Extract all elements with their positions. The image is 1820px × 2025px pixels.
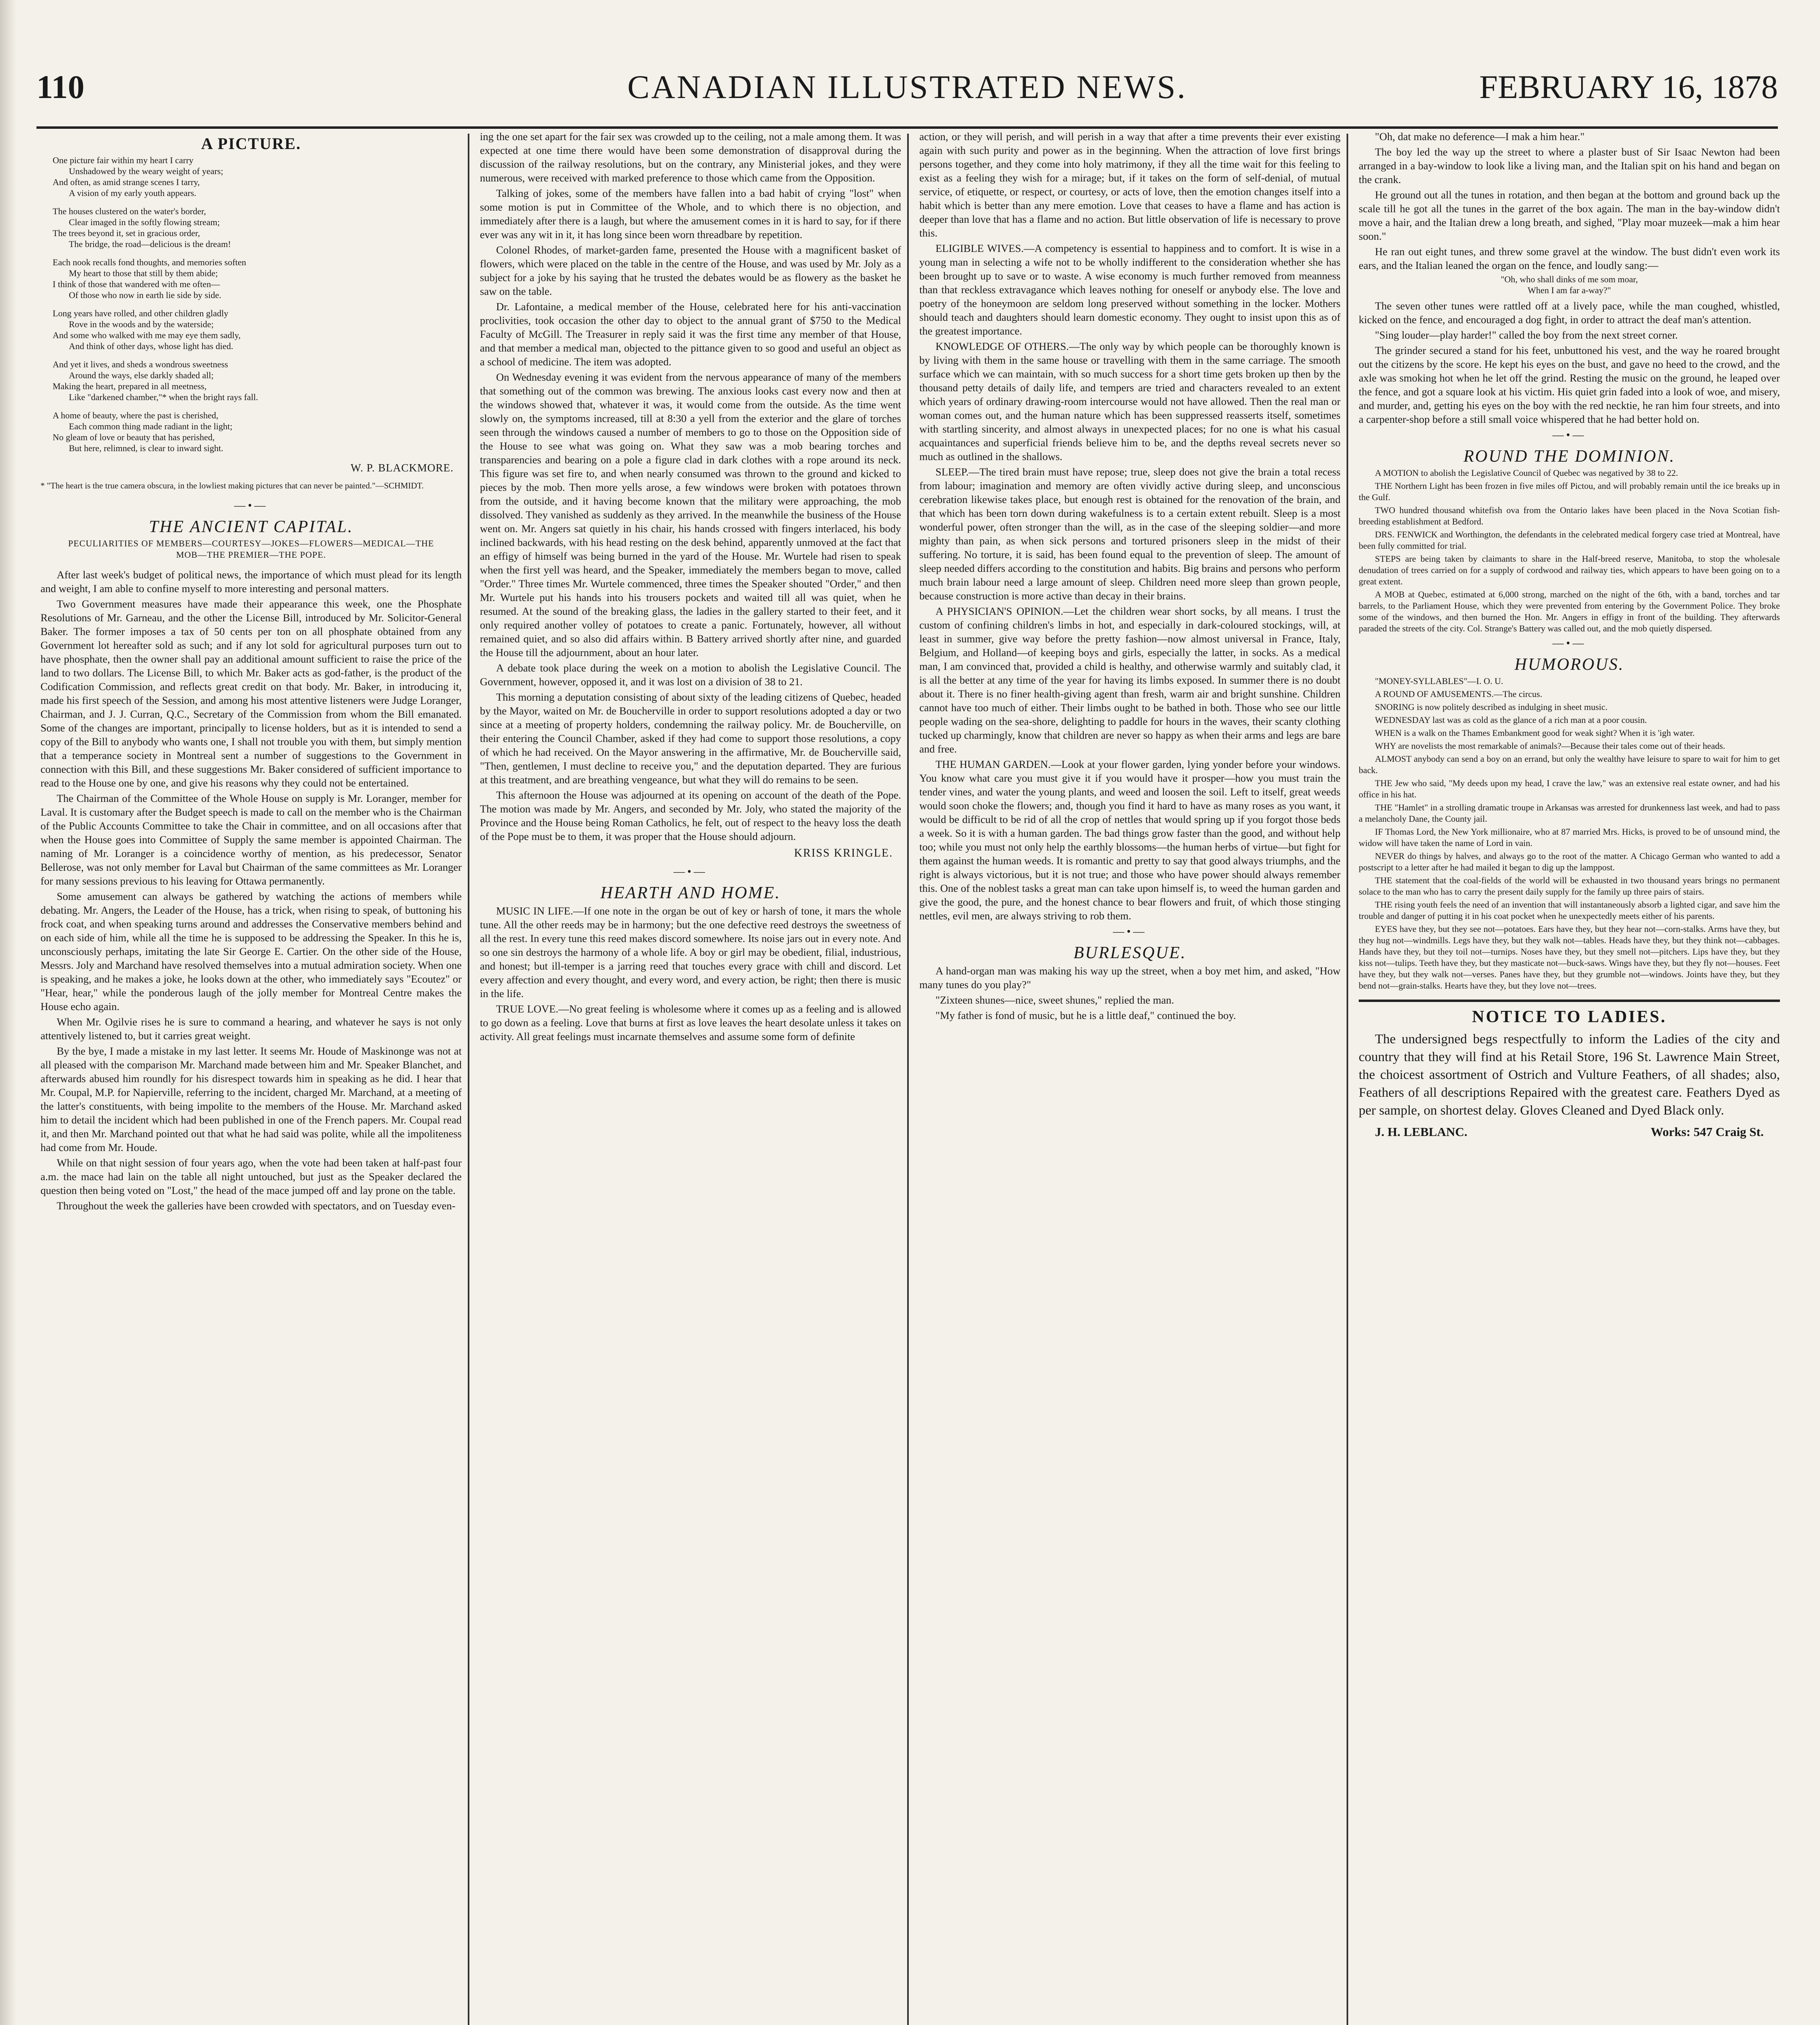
poem-footnote: * "The heart is the true camera obscura, in the lowliest making pictures that can never be painted."—SCHMIDT. xyxy=(40,481,424,490)
article-paragraph: When Mr. Ogilvie rises he is sure to command a hearing, and whatever he says is not only attentively listened to, but it carries great weight. xyxy=(40,1016,462,1042)
notice-top-rule xyxy=(1359,1000,1780,1002)
burlesque-paragraph: "Sing louder—play harder!" called the boy from the next street corner. xyxy=(1375,329,1678,341)
humor-item: NEVER do things by halves, and always go to the root of the matter. A Chicago German who wanted to add a postscript to a letter after he had mailed it began to dig up the lamppost. xyxy=(1359,851,1780,872)
section-ornament: —•— xyxy=(1552,429,1586,441)
column-1 xyxy=(40,130,462,2025)
article-paragraph: Talking of jokes, some of the members have fallen into a bad habit of crying "lost" when some motion is put in Committee of the Whole, and to which there is no objection, and immediately after there is a laugh, but where the amusement comes in it is hard to say, for if there ever was any wit in it, it has long since been worn threadbare by repetition. xyxy=(480,187,901,241)
burlesque-paragraph: "My father is fond of music, but he is a little deaf," continued the boy. xyxy=(936,1009,1236,1021)
notice-body: The undersigned begs respectfully to inform the Ladies of the city and country that they will find at his Retail Store, 196 St. Lawrence Main Street, the choicest assortment of Ostrich and Vulture Feathers, of all shades; also, Feathers of all descriptions Repaired with the greatest care. Feathers Dyed as per sample, on shortest delay. Gloves Cleaned and Dyed Black only. xyxy=(1359,1032,1780,1118)
hearth-paragraph: A PHYSICIAN'S OPINION.—Let the children wear short socks, by all means. I trust the custom of confining children's limbs in hot, and especially in dark-coloured stockings, will, at least in summer, give way before the pretty fashion—now almost universal in France, Italy, Belgium, and Holland—of keeping boys and girls, especially the latter, in socks. As a medical man, I am convinced that, provided a child is healthy, and otherwise warmly and suitably clad, it is all the better at any time of the year for having its limbs exposed. In summer there is no doubt about it. There is no finer health-giving agent than fresh, warm air and bright sunshine. Children cannot have too much of either. Their limbs ought to be bathed in both. Those who see our little people wading on the sea-shore, delighting to paddle for hours in the waves, their scanty clothing tucked up charmingly, know that children are never so happy as when their arms and legs are bare and free. xyxy=(919,605,1340,755)
humor-item: WHEN is a walk on the Thames Embankment good for weak sight? When it is 'igh water. xyxy=(1375,728,1695,738)
dominion-item: A MOTION to abolish the Legislative Council of Quebec was negatived by 38 to 22. xyxy=(1375,468,1678,478)
section-ornament: —•— xyxy=(1552,637,1586,650)
verse-line: "Oh, who shall dinks of me som moar, xyxy=(1500,274,1638,284)
poem-line: Like "darkened chamber,"* when the bright rays fall. xyxy=(69,392,258,402)
poem-line: Each nook recalls fond thoughts, and memories soften xyxy=(53,257,246,267)
poem-stanza xyxy=(53,206,462,249)
poem-line: Of those who now in earth lie side by side. xyxy=(69,290,222,300)
hearth-paragraph: TRUE LOVE.—No great feeling is wholesome where it comes up as a feeling and is allowed to go down as a feeling. Love that burns at first as love leaves the heart desolate unless it takes on activity. All great feelings must incarnate themselves and assume some form of definite xyxy=(480,1003,901,1042)
poem-line: And some who walked with me may eye them sadly, xyxy=(53,330,241,340)
column-divider xyxy=(907,134,909,2025)
poem-line: Making the heart, prepared in all meetness, xyxy=(53,381,207,391)
article-paragraph: Some amusement can always be gathered by watching the actions of members while debating. Mr. Angers, the Leader of the House, has a trick, when rising to speak, of buttoning his frock coat, and when speaking turns around and addresses the Conservative members behind and on each side of him, while all the time he is supposed to be addressing the Speaker. In this he is, unconsciously perhaps, imitating the late Sir George E. Cartier. On the other side of the House, Messrs. Joly and Marchand have resolved themselves into a mutual admiration society. When one is speaking, and he makes a joke, he looks down at the other, who immediately says "Ecoutez" or "Hear, hear," while the ponderous laugh of the jolly member for Montreal Centre makes the House echo again. xyxy=(40,890,462,1013)
article-paragraph: ing the one set apart for the fair sex was crowded up to the ceiling, not a male among them. It was expected at one time there would have been some demonstration of disapproval during the discussion of the railway resolutions, but on the contrary, any Ministerial jokes, and they were numerous, were received with marked preference to those which came from the Opposition. xyxy=(480,130,901,184)
poem-line: I think of those that wandered with me often— xyxy=(53,279,220,289)
burlesque-title: BURLESQUE. xyxy=(1073,944,1187,962)
burlesque-paragraph: The grinder secured a stand for his feet, unbuttoned his vest, and the way he roared brought out the citizens by the score. He kept his eyes on the bust, and gave no heed to the crowd, and the axle was smoking hot when he let off the grind. Resting the music on the ground, he leaped over the fence, and got a square look at his victim. His quiet grin faded into a look of woe, and misery, and murder, and, getting his eyes on the boy with the red necktie, he ran him four streets, and into a carpenter-shop before a still small voice whispered that he had better hold on. xyxy=(1359,344,1780,425)
article-paragraph: Dr. Lafontaine, a medical member of the House, celebrated here for his anti-vaccination proclivities, took occasion the other day to object to the annual grant of $750 to the Medical Faculty of McGill. The Treasurer in reply said it was the first time any member of that House, and that member a medical man, objected to the pittance given to so good and useful an object as a school of medicine. The item was adopted. xyxy=(480,301,901,368)
poem-line: A home of beauty, where the past is cherished, xyxy=(53,410,219,420)
article-paragraph: The Chairman of the Committee of the Whole House on supply is Mr. Loranger, member for Laval. It is customary after the Budget speech is made to call on the member who is the Chairman of the Public Accounts Committee to take the Chair in committee, and on all occasions after that when the House goes into Committee of Supply the same member is appointed Chairman. The naming of Mr. Loranger is a coincidence worthy of mention, as his predecessor, Senator Bellerose, was not only member for Laval but Chairman of the same committees as Mr. Loranger for many sessions previous to his leaving for Ottawa permanently. xyxy=(40,792,462,887)
column-4 xyxy=(1359,130,1780,2025)
article-paragraph: This morning a deputation consisting of about sixty of the leading citizens of Quebec, headed by the Mayor, waited on Mr. de Boucherville in order to support resolutions adopted a day or two since at a meeting of property holders, condemning the railway policy. Mr. de Boucherville, on their entering the Council Chamber, asked if they had come to support those resolutions, a copy of which he had received. On the Mayor answering in the affirmative, Mr. de Boucherville said, "Then, gentlemen, I must decline to receive you," and the deputation departed. They are furious at this treatment, and are breathing vengeance, but what they will do remains to be seen. xyxy=(480,691,901,786)
poem-stanza xyxy=(53,410,462,454)
burlesque-paragraph: "Oh, dat make no deference—I mak a him hear." xyxy=(1375,130,1585,143)
article-subtitle: PECULIARITIES OF MEMBERS—COURTESY—JOKES—FLOWERS—MEDICAL—THE MOB—THE PREMIER—THE POPE. xyxy=(68,538,434,560)
humor-item: THE Jew who said, "My deeds upon my head, I crave the law," was an extensive real estate owner, and had his office in his hat. xyxy=(1359,778,1780,799)
dominion-item: THE Northern Light has been frozen in five miles off Pictou, and will probably remain until the ice breaks up in the Gulf. xyxy=(1359,481,1780,502)
dominion-item: DRS. FENWICK and Worthington, the defendants in the celebrated medical forgery case tried at Montreal, have been fully committed for trial. xyxy=(1359,529,1780,551)
poem-line: Each common thing made radiant in the light; xyxy=(69,421,232,431)
burlesque-paragraph: The seven other tunes were rattled off at a lively pace, while the man coughed, whistled, kicked on the fence, and encouraged a dog fight, in order to attract the deaf man's attention. xyxy=(1359,300,1780,326)
humor-item: WHY are novelists the most remarkable of animals?—Because their tales come out of their heads. xyxy=(1375,741,1725,751)
section-ornament: —•— xyxy=(1113,925,1147,938)
poem-stanza xyxy=(53,155,462,198)
article-paragraph: This afternoon the House was adjourned at its opening on account of the death of the Pope. The motion was made by Mr. Angers, and seconded by Mr. Joly, who stated the majority of the Province and the House being Roman Catholics, he felt, out of respect to the heavy loss the death of the Pope must be to them, it was proper that the House should adjourn. xyxy=(480,789,901,842)
issue-date: FEBRUARY 16, 1878 xyxy=(1479,68,1778,105)
burlesque-verse xyxy=(1359,274,1780,296)
dominion-item: TWO hundred thousand whitefish ova from the Ontario lakes have been placed in the Nova Scotian fish-breeding establishment at Bedford. xyxy=(1359,505,1780,526)
hearth-paragraph: KNOWLEDGE OF OTHERS.—The only way by which people can be thoroughly known is by living with them in the same house or travelling with them in the same carriage. The smooth surface which we can maintain, with so much success for a short time gets broken up then by the thousand petty details of daily life, and tempers are tried and characters revealed to an extent which years of ordinary drawing-room intercourse would not have allowed. Then the real man or woman comes out, and the human nature which has been suppressed reasserts itself, sometimes with startling sincerity, and almost always in unexpected places; for no one is what his casual acquaintances and superficial friends believe him to be, and the depths reveal secrets never so much as outlined in the shallows. xyxy=(919,340,1340,463)
notice-signature xyxy=(1359,1125,1780,1139)
article-title: THE ANCIENT CAPITAL. xyxy=(149,518,354,536)
article-paragraph: On Wednesday evening it was evident from the nervous appearance of many of the members that something out of the common was brewing. The anxious looks cast every now and then at the windows showed that, whatever it was, it would come from the outside. As the time went slowly on, the symptoms increased, till at 8:30 a yell from the exterior and the glare of torches seen through the windows caused a number of members to go to those on the Opposition side of the House to see what was going on. What they saw was a mob bearing torches and transparencies and bearing on a pole a figure clad in dark clothes with a rope around its neck. This figure was set fire to, and when nearly consumed was thrown to the ground and kicked to pieces by the mob. Then more yells arose, a few windows were broken with potatoes thrown from the outside, and it having become known that the military were approaching, the mob dissolved. They vanished as suddenly as they arrived. In the meanwhile the business of the House went on. Mr. Angers sat quietly in his chair, his hands crossed with fingers interlaced, his body inclined backwards, with his head resting on the desk behind, apparently unmoved at the fact that an effigy of himself was being burned in the yard of the House. Mr. Wurtele had risen to speak when the first yell was heard, and the Speaker, immediately the members began to move, called "Order." Three times Mr. Wurtele commenced, three times the Speaker shouted "Order," and then Mr. Wurtele put his hands into his trousers pockets and waited till all was quiet, when he resumed. At the sound of the breaking glass, the ladies in the gallery started to their feet, and it only required another volley of potatoes to create a panic. Fortunately, however, all without remained quiet, and so also did affairs within. B Battery arrived shortly after nine, and guarded the House till the adjournment, about an hour later. xyxy=(480,371,901,659)
notice-ad xyxy=(1359,1030,1780,1139)
burlesque-paragraph: He ran out eight tunes, and threw some gravel at the window. The bust didn't even work its ears, and the Italian leaned the organ on the fence, and loudly sang:— xyxy=(1359,245,1780,271)
hearth-paragraph: THE HUMAN GARDEN.—Look at your flower garden, lying yonder before your windows. You know what care you must give it if you would have it prosper—how you must train the tender vines, and water the young plants, and weed and loosen the soil. Left to itself, great weeds would soon choke the flowers; and, though you find it hard to have as many roses as you want, it would be difficult to be rid of all the crop of nettles that would spring up if you forgot those beds a week. So it is with a human garden. The bad things grow faster than the good, and without help too; while you must not only help the earthly blossoms—the human herbs of virtue—but fight for them against the human weeds. It is romantic and pretty to say that good always triumphs, and the right is always victorious, but it is not true; and those who have power should always remember this. One of the noblest tasks a great man can take upon himself is, to weed the human garden and give the good, the pure, and the honest chance to bear flowers and fruit, of which those stinging nettles, evil men, are always striving to rob them. xyxy=(919,758,1340,922)
humor-item: THE rising youth feels the need of an invention that will instantaneously absorb a lighted cigar, and save him the trouble and danger of putting it in his coat pocket when he unexpectedly meets either of his parents. xyxy=(1359,900,1780,921)
article-signature: KRISS KRINGLE. xyxy=(794,847,893,859)
poem-line: And often, as amid strange scenes I tarry, xyxy=(53,177,200,187)
poem-line: But here, relimned, is clear to inward sight. xyxy=(69,443,224,453)
humor-item: ALMOST anybody can send a boy on an errand, but only the wealthy have leisure to spare to wait for him to get back. xyxy=(1359,754,1780,775)
poem-line: The trees beyond it, set in gracious order, xyxy=(53,228,200,238)
article-paragraph: Colonel Rhodes, of market-garden fame, presented the House with a magnificent basket of flowers, which were placed on the table in the centre of the House, and was used by Mr. Joly as a subject for a joke by his saying that he trusted the debates would be as flowery as the basket he saw on the table. xyxy=(480,244,901,297)
poem-line: A vision of my early youth appears. xyxy=(69,188,196,198)
poem-stanza xyxy=(53,359,462,403)
poem-line: And yet it lives, and sheds a wondrous sweetness xyxy=(53,359,228,369)
column-divider xyxy=(468,134,469,2025)
article-paragraph: By the bye, I made a mistake in my last letter. It seems Mr. Houde of Maskinonge was not at all pleased with the comparison Mr. Marchand made between him and Mr. Speaker Blanchet, and afterwards abused him roundly for his disrespect towards him in speaking as he did. I hear that Mr. Coupal, M.P. for Napierville, referring to the incident, charged Mr. Marchand, at a meeting of the latter's constituents, with being impolite to the members of the House. Mr. Marchand asked him to detail the incident which had been published in one of the French papers. Mr. Coupal read it, and then Mr. Marchand pointed out that what he had said was polite, while all the impoliteness had come from Mr. Houde. xyxy=(40,1045,462,1153)
burlesque-paragraph: A hand-organ man was making his way up the street, when a boy met him, and asked, "How many tunes do you play?" xyxy=(919,965,1340,991)
poem-line: Unshadowed by the weary weight of years; xyxy=(69,166,224,176)
poem-line: My heart to those that still by them abide; xyxy=(69,268,218,278)
hearth-paragraph: SLEEP.—The tired brain must have repose; true, sleep does not give the brain a total recess from labour; imagination and memory are often vividly active during sleep, and unconscious cerebration likewise takes place, but enough rest is obtained for the renovation of the brain, and that which has been torn down during wakefulness is to a certain extent rebuilt. Sleep is a most wonderful power, often stronger than the will, as in the case of the sleeping soldier—and more mighty than pain, as when sick persons and tortured prisoners sleep in the midst of their suffering. No torture, it is said, has been found equal to the prevention of sleep. The amount of sleep needed differs according to the constitution and habits. Big brains and persons who perform much brain labour need a large amount of sleep. Children need more sleep than grown people, because construction is more active than decay in their brains. xyxy=(919,466,1340,602)
verse-line: When I am far a-way?" xyxy=(1528,285,1611,295)
article-paragraph: After last week's budget of political news, the importance of which must plead for its length and weight, I am able to confine myself to more interesting and personal matters. xyxy=(40,569,462,595)
masthead xyxy=(36,61,1778,122)
poem-line: Around the ways, else darkly shaded all; xyxy=(69,370,214,380)
poem-stanza xyxy=(53,308,462,352)
notice-name: J. H. LEBLANC. xyxy=(1375,1125,1468,1139)
humor-item: EYES have they, but they see not—potatoes. Ears have they, but they hear not—corn-stalks. Arms have they, but they hug not—windmills. Legs have they, but they walk not—tables. Heads have they, but they think not—cabbages. Hands have they, but they toil not—turnips. Noses have they, but they smell not—pitchers. Lips have they, but they kiss not—tulips. Teeth have they, but they masticate not—buck-saws. Wings have they, but they fly not—houses. Feet have they, but they walk not—verses. Panes have they, but they grumble not—windows. Joints have they, but they bend not—grain-stalks. Hearts have they, but they love not—trees. xyxy=(1359,924,1780,991)
article-paragraph: While on that night session of four years ago, when the vote had been taken at half-past four a.m. the mace had lain on the table all night untouched, but just as the Speaker declared the question then being voted on "Lost," the head of the mace jumped off and lay prone on the table. xyxy=(40,1157,462,1196)
notice-title: NOTICE TO LADIES. xyxy=(1472,1008,1667,1026)
hearth-paragraph: action, or they will perish, and will perish in a way that after a time prevents their ever existing again with such purity and power as in the beginning. When the attraction of love first brings persons together, and they come into holy matrimony, if they all the time wait for this feeling to exist as a feeling they wish for a mirage; but, if it takes on the form of self-denial, of mutual service, of etiquette, or respect, or courtesy, or acts of love, then the emotion changes itself into a habit which is better than any mere emotion. Love that ceases to have a flame and has action is deeper than love that has a flame and no action. But little observation of life is necessary to prove this. xyxy=(919,130,1340,239)
poem-line: And think of other days, whose light has died. xyxy=(69,341,233,351)
hearth-paragraph: ELIGIBLE WIVES.—A competency is essential to happiness and to comfort. It is wise in a young man in selecting a wife not to be wholly indifferent to the consideration whether she has been brought up to save or to waste. A wise economy is much further removed from meanness than that reckless extravagance which leaves nothing for oneself or anybody else. The love and poetry of the honeymoon are seldom long preserved without something in the locker. Mothers should teach and daughters should learn domestic economy. They ought to insist upon this as of the greatest importance. xyxy=(919,242,1340,337)
poem-line: The houses clustered on the water's border, xyxy=(53,206,206,216)
poem-author: W. P. BLACKMORE. xyxy=(350,462,454,474)
poem-line: One picture fair within my heart I carry xyxy=(53,155,194,165)
poem-line: Long years have rolled, and other children gladly xyxy=(53,308,228,318)
dominion-title: ROUND THE DOMINION. xyxy=(1463,447,1675,466)
section-ornament: —•— xyxy=(673,865,708,878)
burlesque-paragraph: "Zixteen shunes—nice, sweet shunes," replied the man. xyxy=(936,994,1174,1006)
humorous-title: HUMOROUS. xyxy=(1514,655,1624,674)
poem xyxy=(53,155,462,454)
humor-item: THE "Hamlet" in a strolling dramatic troupe in Arkansas was arrested for drunkenness last week, and had to pass a melancholy Dane, the County jail. xyxy=(1359,802,1780,824)
column-divider xyxy=(1347,134,1348,2025)
poem-line: The bridge, the road—delicious is the dream! xyxy=(69,239,231,249)
page-edge-shadow xyxy=(0,0,16,2025)
poem-line: Clear imaged in the softly flowing stream; xyxy=(69,217,220,227)
article-paragraph: Throughout the week the galleries have been crowded with spectators, and on Tuesday even- xyxy=(57,1200,456,1212)
burlesque-paragraph: He ground out all the tunes in rotation, and then began at the bottom and ground back up the scale till he got all the tunes in the garret of the box again. The man in the bay-window didn't move a hair, and the Italian drew a long breath, and sighed, "Play moar muzeek—mak a him hear soon." xyxy=(1359,189,1780,242)
humor-item: A ROUND OF AMUSEMENTS.—The circus. xyxy=(1375,689,1543,699)
section-ornament: —•— xyxy=(234,499,268,512)
column-3 xyxy=(919,130,1340,2025)
article-paragraph: Two Government measures have made their appearance this week, one the Phosphate Resolutions of Mr. Garneau, and the other the License Bill, introduced by Mr. Solicitor-General Baker. The former imposes a tax of 50 cents per ton on all phosphate obtained from any Government lot hereafter sold as such; and if any lot sold for agricultural purposes turn out to have phosphate, then the owner shall pay an additional amount sufficient to raise the price of the land to two dollars. The License Bill, to which Mr. Baker acts as god-father, is the product of the Codification Commission, and reflects great credit on that body. Mr. Baker, in introducing it, made his first speech of the Session, and among his most attentive listeners were Judge Loranger, Chairman, and J. J. Curran, Q.C., Secretary of the Commission from whom the Bill emanated. Some of the changes are important, principally to license holders, but as it is intended to send a copy of the Bill to anybody who wants one, I shall not trouble you with them, but simply mention that a temperance society in Montreal sent a number of suggestions to the Government in connection with this Bill, and these suggestions Mr. Baker considered of sufficient importance to read to the House one by one, and give his reasons why they could not be entertained. xyxy=(40,598,462,789)
dominion-item: A MOB at Quebec, estimated at 6,000 strong, marched on the night of the 6th, with a band, torches and tar barrels, to the Parliament House, which they were prevented from entering by the Government Police. They broke some of the windows, and then burned the Hon. Mr. Angers in effigy in front of the building. They afterwards paraded the streets of the city. Col. Strange's Battery was called out, and the mob quietly dispersed. xyxy=(1359,589,1780,633)
poem-line: Rove in the woods and by the waterside; xyxy=(69,319,214,329)
hearth-paragraph: MUSIC IN LIFE.—If one note in the organ be out of key or harsh of tone, it mars the whole tune. All the other reeds may be in harmony; but the one defective reed destroys the sweetness of all the rest. In every tune this reed makes discord somewhere. Its noise jars out in every note. And so one sin destroys the harmony of a whole life. A boy or girl may be obedient, filial, industrious, and honest; but ill-temper is a jarring reed that touches every grace with chill and discord. Let every affection and every thought, and every word, and every action, be right; then there is music in the life. xyxy=(480,905,901,1000)
humor-item: SNORING is now politely described as indulging in sheet music. xyxy=(1375,702,1608,712)
humor-item: THE statement that the coal-fields of the world will be exhausted in two thousand years brings no permanent solace to the man who has to carry the present daily supply for the family up three pairs of stairs. xyxy=(1359,875,1780,897)
dominion-item: STEPS are being taken by claimants to share in the Half-breed reserve, Manitoba, to stop the wholesale denudation of trees carried on for a supply of cordwood and railway ties, which appears to have been going on to a great extent. xyxy=(1359,554,1780,586)
humor-item: IF Thomas Lord, the New York millionaire, who at 87 married Mrs. Hicks, is proved to be of unsound mind, the widow will have taken the name of Lord in vain. xyxy=(1359,827,1780,848)
article-paragraph: A debate took place during the week on a motion to abolish the Legislative Council. The Government, however, opposed it, and it was lost on a division of 38 to 21. xyxy=(480,662,901,688)
hearth-title: HEARTH AND HOME. xyxy=(600,884,781,902)
masthead-rule xyxy=(36,126,1778,129)
burlesque-paragraph: The boy led the way up the street to where a plaster bust of Sir Isaac Newton had been arranged in a bay-window to look like a living man, and the Italian spit on his hand and began on the crank. xyxy=(1359,146,1780,185)
humor-item: "MONEY-SYLLABLES"—I. O. U. xyxy=(1375,676,1503,686)
poem-stanza xyxy=(53,257,462,301)
newspaper-title: CANADIAN ILLUSTRATED NEWS. xyxy=(627,68,1187,105)
notice-works: Works: 547 Craig St. xyxy=(1651,1125,1764,1139)
poem-title: A PICTURE. xyxy=(201,134,301,153)
poem-line: No gleam of love or beauty that has perished, xyxy=(53,432,215,442)
column-2 xyxy=(480,130,901,2025)
page-number: 110 xyxy=(36,68,85,105)
humor-item: WEDNESDAY last was as cold as the glance of a rich man at a poor cousin. xyxy=(1375,715,1647,725)
